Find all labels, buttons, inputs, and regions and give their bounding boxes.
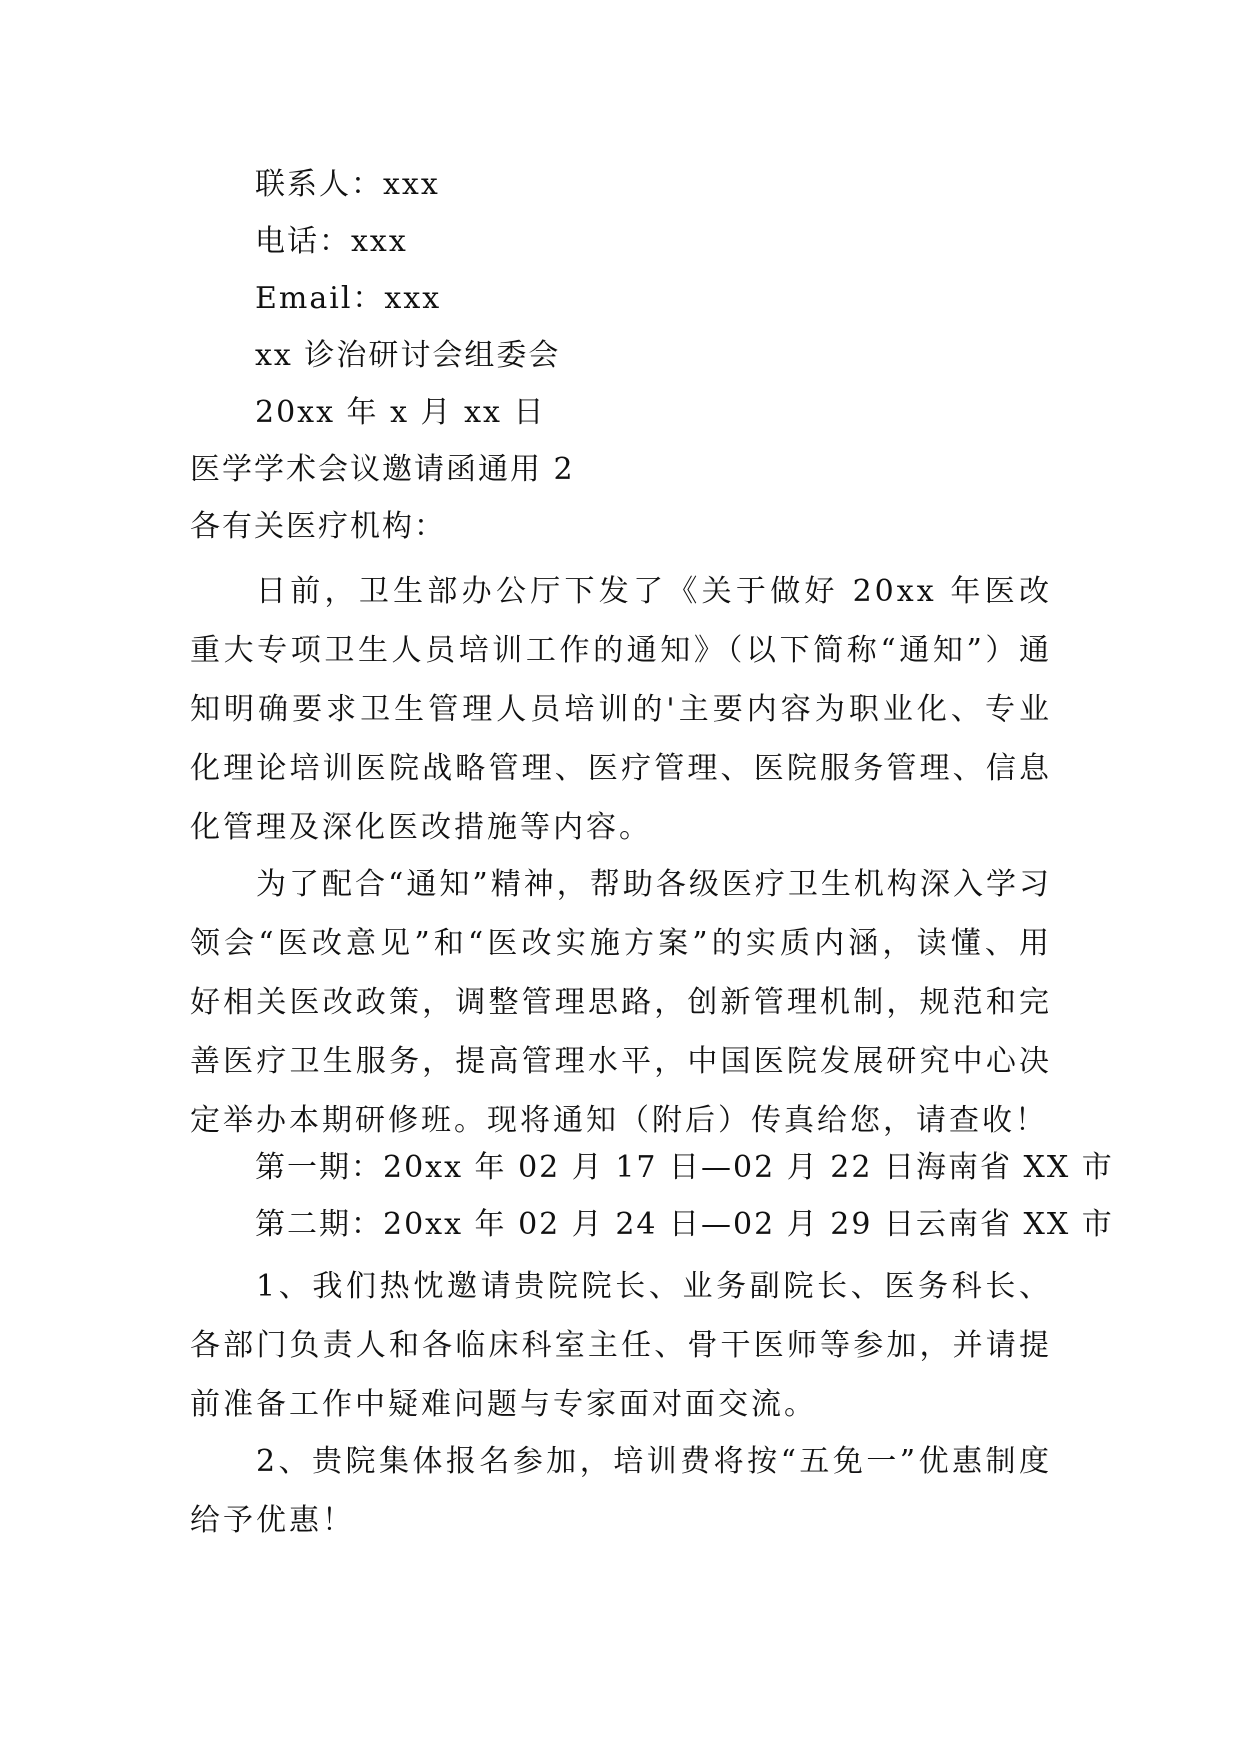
contact-phone: 电话：xxx <box>255 224 408 259</box>
contact-person: 联系人：xxx <box>255 167 440 202</box>
invitation-item: 2、贵院集体报名参加，培训费将按“五免一”优惠制度给予优惠！ <box>190 1444 1052 1538</box>
organizing-committee: xx 诊治研讨会组委会 <box>255 338 561 373</box>
document-title: 医学学术会议邀请函通用 2 <box>190 452 575 487</box>
signature-date: 20xx 年 x 月 xx 日 <box>255 395 546 430</box>
contact-email: Email：xxx <box>255 281 442 316</box>
salutation: 各有关医疗机构： <box>190 509 446 544</box>
body-paragraph: 日前，卫生部办公厅下发了《关于做好 20xx 年医改重大专项卫生人员培训工作的通知》（以下简称“通知”）通知明确要求卫生管理人员培训的'主要内容为职业化、专业化理论培训医院战略管理、医疗管理、医院服务管理、信息化管理及深化医改措施等内容。 <box>190 574 1052 845</box>
session-second: 第二期：20xx 年 02 月 24 日—02 月 29 日云南省 XX 市 <box>255 1207 1114 1242</box>
body-paragraph: 为了配合“通知”精神，帮助各级医疗卫生机构深入学习领会“医改意见”和“医改实施方案”的实质内涵，读懂、用好相关医改政策，调整管理思路，创新管理机制，规范和完善医疗卫生服务，提高管理水平，中国医院发展研究中心决定举办本期研修班。现将通知（附后）传真给您，请查收！ <box>190 867 1052 1138</box>
invitation-item: 1、我们热忱邀请贵院院长、业务副院长、医务科长、各部门负责人和各临床科室主任、骨干医师等参加，并请提前准备工作中疑难问题与专家面对面交流。 <box>190 1269 1052 1422</box>
session-first: 第一期：20xx 年 02 月 17 日—02 月 22 日海南省 XX 市 <box>255 1150 1114 1185</box>
